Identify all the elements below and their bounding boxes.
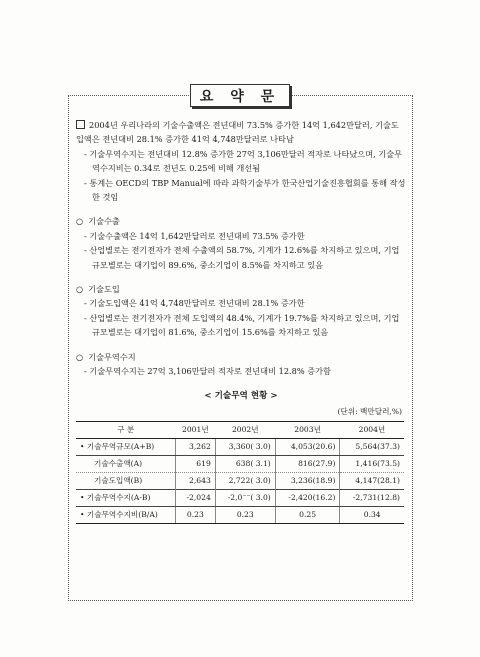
section-heading	[76, 350, 406, 364]
table-row	[76, 439, 404, 456]
table-cell: 1,416(73.5)	[340, 456, 404, 473]
circle-bullet-icon: ○	[76, 216, 84, 227]
table-cell: • 기술무역수지(A-B)	[76, 490, 175, 507]
section-balance	[76, 350, 406, 379]
table-cell: -2,024	[175, 490, 215, 507]
table-unit: (단위: 백만달러,%)	[337, 406, 402, 416]
table-cell: -2,731(12.8)	[340, 490, 404, 507]
list-item: - 산업별로는 전기전자가 전체 수출액의 58.7%, 기계가 12.6%를 차지하고 있으며, 기업규모별로는 대기업이 89.6%, 중소기업이 8.5%를 차지하고 있음	[84, 245, 400, 270]
table-header-cell: 2002년	[215, 422, 275, 439]
table-cell: 816(27.9)	[275, 456, 340, 473]
table-cell: 기술도입액(B)	[76, 473, 175, 490]
list-item: - 기술무역수지는 27억 3,106만달러 적자로 전년대비 12.8% 증가함	[84, 366, 331, 377]
circle-bullet-icon: ○	[76, 284, 84, 295]
table-cell: 2,643	[175, 473, 215, 490]
circle-bullet-icon: ○	[76, 351, 84, 362]
section-heading-text: 기술무역수지	[88, 351, 136, 362]
table-cell: 기술수출액(A)	[76, 456, 175, 473]
table-cell: 0.23	[215, 507, 275, 524]
list-item: - 기술수출액은 14억 1,642만달러로 전년대비 73.5% 증가한	[84, 230, 305, 241]
section-heading	[76, 282, 406, 296]
list-item: - 기술도입액은 41억 4,748만달러로 전년대비 28.1% 증가한	[84, 298, 305, 309]
section-heading-text: 기술수출	[88, 216, 120, 227]
table-cell: 4,053(20.6)	[275, 439, 340, 456]
table-cell: 3,360( 3.0)	[215, 439, 275, 456]
table-cell: 2,722( 3.0)	[215, 473, 275, 490]
table-cell: 619	[175, 456, 215, 473]
table-row	[76, 490, 404, 507]
section-export	[76, 214, 406, 272]
table-row	[76, 507, 404, 524]
table-cell: -2,420(16.2)	[275, 490, 340, 507]
table-title: < 기술무역 현황 >	[204, 390, 278, 401]
table-row	[76, 473, 404, 490]
summary-sub: - 통계는 OECD의 TBP Manual에 따라 과학기술부가 한국산업기술진흥협회를 통해 작성한 것임	[84, 177, 406, 203]
table-row	[76, 456, 404, 473]
table-cell: • 기술무역규모(A+B)	[76, 439, 175, 456]
table-header-cell: 2001년	[175, 422, 215, 439]
section-heading-text: 기술도입	[88, 284, 120, 295]
summary-content	[76, 118, 406, 524]
table-header-cell: 2004년	[340, 422, 404, 439]
section-import	[76, 282, 406, 340]
table-cell: 4,147(28.1)	[340, 473, 404, 490]
summary-sub: - 기술무역수지는 전년대비 12.8% 증가한 27억 3,106만달러 적자로 나타났으며, 기술무역수지비는 0.34로 전년도 0.25에 비해 개선됨	[84, 148, 403, 174]
trade-table	[76, 421, 404, 524]
table-cell: 5,564(37.3)	[340, 439, 404, 456]
table-header-row	[76, 422, 404, 439]
section-heading	[76, 214, 406, 228]
table-cell: • 기술무역수지비(B/A)	[76, 507, 175, 524]
summary-main-text: 2004년 우리나라의 기술수출액은 전년대비 73.5% 증가한 14억 1,642만달러, 기술도입액은 전년대비 28.1% 증가한 41억 4,748만달러로 나타남	[76, 120, 399, 145]
summary-main	[76, 118, 406, 147]
page-title: 요 약 문	[190, 84, 290, 107]
table-cell: 3,236(18.9)	[275, 473, 340, 490]
table-cell: 0.25	[275, 507, 340, 524]
table-cell: 0.34	[340, 507, 404, 524]
table-cell: 638( 3.1)	[215, 456, 275, 473]
list-item: - 산업별로는 전기전자가 전체 도입액의 48.4%, 기계가 19.7%를 차지하고 있으며, 기업규모별로는 대기업이 81.6%, 중소기업이 15.6%를 차지하고 있음	[84, 312, 400, 338]
table-cell: -2,0⁻⁻( 3.0)	[215, 490, 275, 507]
square-bullet-icon	[76, 120, 85, 129]
table-header-cell: 2003년	[275, 422, 340, 439]
table-cell: 3,262	[175, 439, 215, 456]
table-cell: 0.23	[175, 507, 215, 524]
table-header-cell: 구 분	[76, 422, 175, 439]
